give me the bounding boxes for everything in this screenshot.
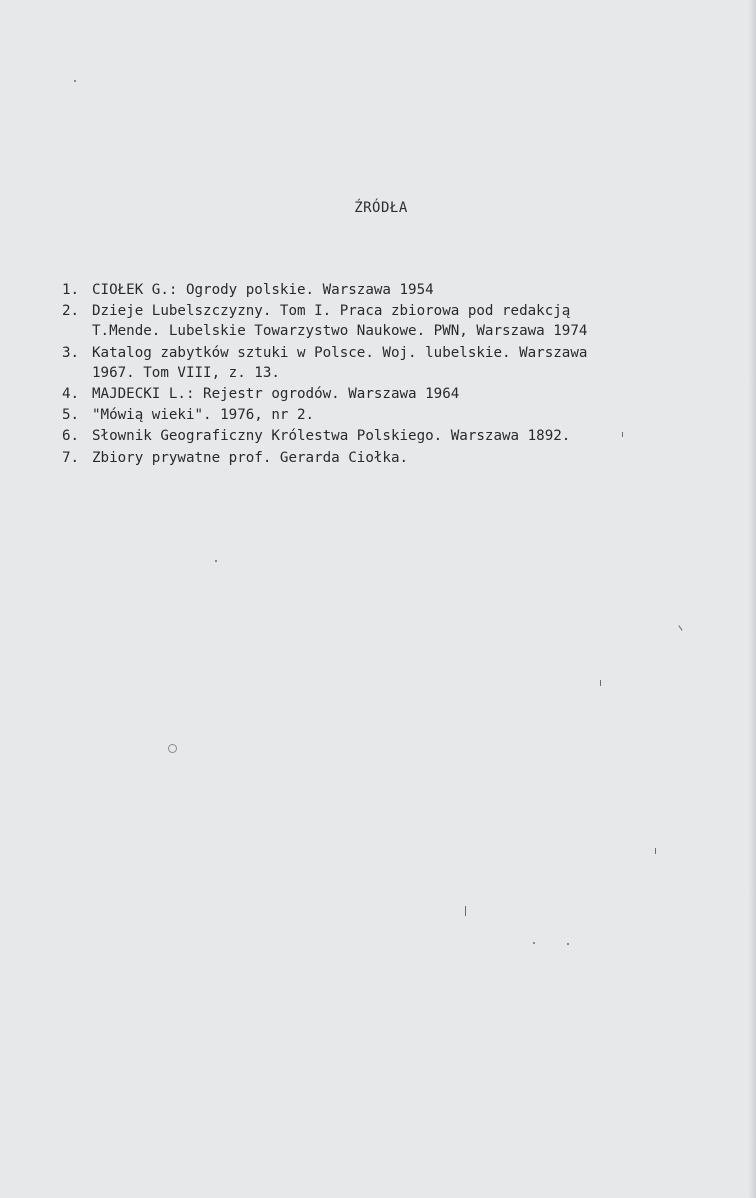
entry-line: Zbiory prywatne prof. Gerarda Ciołka.: [92, 449, 409, 466]
paper-speck: [655, 848, 656, 854]
entry-number: 5.: [62, 407, 80, 424]
entry-number: 6.: [62, 428, 80, 445]
paper-speck: [74, 80, 76, 82]
entry-line: Słownik Geograficzny Królestwa Polskiego. Warszawa 1892.: [92, 428, 571, 445]
page-title: ŹRÓDŁA: [354, 200, 408, 216]
entry-text: [92, 448, 722, 468]
entry-text: [92, 405, 722, 425]
entry-line: Dzieje Lubelszczyzny. Tom I. Praca zbiorowa pod redakcją: [92, 303, 571, 320]
entry-line: Katalog zabytków sztuki w Polsce. Woj. lubelskie. Warszawa: [92, 344, 588, 361]
entry-line: CIOŁEK G.: Ogrody polskie. Warszawa 1954: [92, 282, 434, 298]
page-edge-shadow: [748, 0, 756, 1198]
list-item: [62, 448, 722, 468]
list-item: [62, 405, 722, 425]
paper-speck: [678, 625, 682, 630]
entry-text: [92, 301, 722, 341]
entry-text: [92, 280, 722, 300]
paper-speck: [567, 943, 569, 945]
entry-number: 3.: [62, 344, 80, 361]
entry-number: 7.: [62, 449, 80, 466]
entry-text: [92, 426, 722, 446]
entry-number: 2.: [62, 303, 80, 320]
list-item: [62, 343, 722, 383]
entry-line: MAJDECKI L.: Rejestr ogrodów. Warszawa 1964: [92, 386, 460, 403]
entry-text: [92, 384, 722, 404]
sources-list: [62, 280, 722, 469]
list-item: [62, 280, 722, 300]
entry-line: T.Mende. Lubelskie Towarzystwo Naukowe. PWN, Warszawa 1974: [92, 323, 588, 340]
paper-speck: [533, 942, 535, 944]
paper-speck: [465, 906, 466, 916]
list-item: [62, 384, 722, 404]
entry-line: 1967. Tom VIII, z. 13.: [92, 364, 280, 381]
entry-number: 1.: [62, 282, 80, 298]
entry-text: [92, 343, 722, 383]
paper-speck: [622, 432, 623, 437]
paper-blemish: [168, 744, 177, 753]
entry-line: "Mówią wieki". 1976, nr 2.: [92, 407, 315, 424]
list-item: [62, 426, 722, 446]
paper-speck: [215, 560, 217, 562]
paper-speck: [600, 680, 601, 686]
entry-number: 4.: [62, 386, 80, 403]
list-item: [62, 301, 722, 341]
